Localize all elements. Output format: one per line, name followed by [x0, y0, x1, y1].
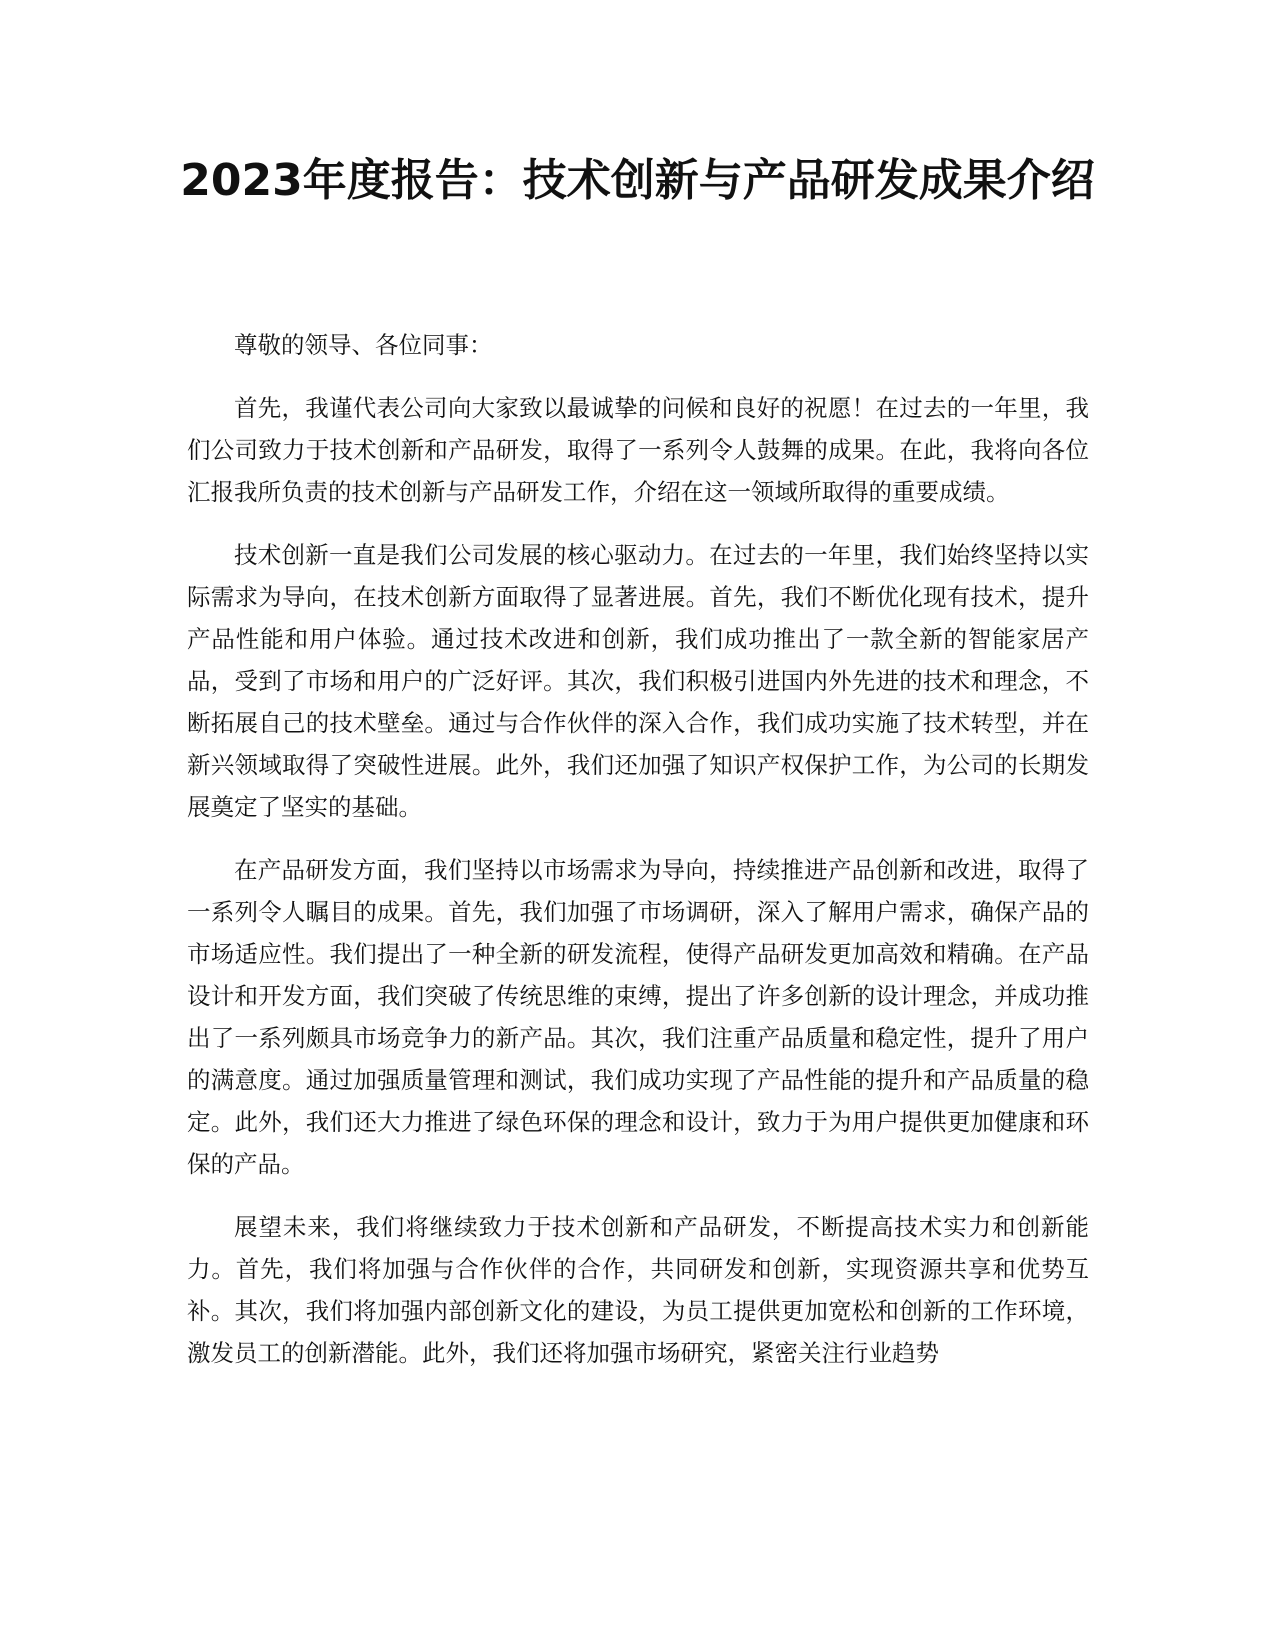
body-paragraph-1: 首先，我谨代表公司向大家致以最诚挚的问候和良好的祝愿！在过去的一年里，我们公司致力于技术创新和产品研发，取得了一系列令人鼓舞的成果。在此，我将向各位汇报我所负责的技术创新与产品研发工作，介绍在这一领域所取得的重要成绩。	[187, 394, 1089, 506]
greeting-paragraph: 尊敬的领导、各位同事：	[234, 331, 493, 359]
document-body	[187, 324, 1089, 1395]
body-paragraph-4: 展望未来，我们将继续致力于技术创新和产品研发，不断提高技术实力和创新能力。首先，我们将加强与合作伙伴的合作，共同研发和创新，实现资源共享和优势互补。其次，我们将加强内部创新文化的建设，为员工提供更加宽松和创新的工作环境，激发员工的创新潜能。此外，我们还将加强市场研究，紧密关注行业趋势	[187, 1213, 1089, 1367]
body-paragraph-3: 在产品研发方面，我们坚持以市场需求为导向，持续推进产品创新和改进，取得了一系列令人瞩目的成果。首先，我们加强了市场调研，深入了解用户需求，确保产品的市场适应性。我们提出了一种全新的研发流程，使得产品研发更加高效和精确。在产品设计和开发方面，我们突破了传统思维的束缚，提出了许多创新的设计理念，并成功推出了一系列颇具市场竞争力的新产品。其次，我们注重产品质量和稳定性，提升了用户的满意度。通过加强质量管理和测试，我们成功实现了产品性能的提升和产品质量的稳定。此外，我们还大力推进了绿色环保的理念和设计，致力于为用户提供更加健康和环保的产品。	[187, 856, 1089, 1178]
body-paragraph-2: 技术创新一直是我们公司发展的核心驱动力。在过去的一年里，我们始终坚持以实际需求为导向，在技术创新方面取得了显著进展。首先，我们不断优化现有技术，提升产品性能和用户体验。通过技术改进和创新，我们成功推出了一款全新的智能家居产品，受到了市场和用户的广泛好评。其次，我们积极引进国内外先进的技术和理念，不断拓展自己的技术壁垒。通过与合作伙伴的深入合作，我们成功实施了技术转型，并在新兴领域取得了突破性进展。此外，我们还加强了知识产权保护工作，为公司的长期发展奠定了坚实的基础。	[187, 541, 1089, 821]
document-title: 2023年度报告：技术创新与产品研发成果介绍	[180, 155, 1095, 206]
